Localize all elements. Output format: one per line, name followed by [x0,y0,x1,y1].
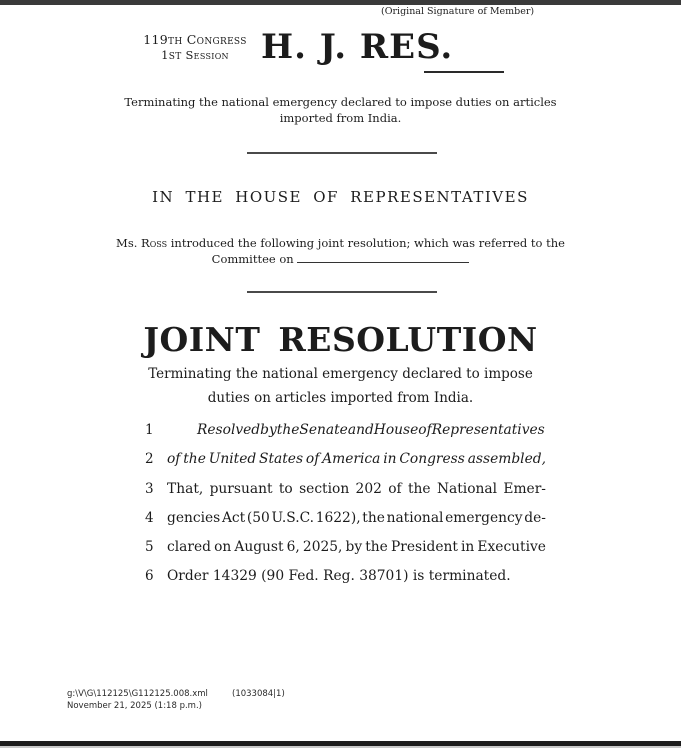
measure-title-line2: imported from India. [279,111,402,125]
bill-number-blank-line [424,71,504,73]
line-number: 1 [145,422,154,438]
introduction-line2: Committee on [110,251,571,267]
footer [67,688,467,712]
body-line [0,475,681,504]
line-text: gencies Act (50 U.S.C. 1622), the national emergency de- [167,509,546,526]
body-line [0,533,681,562]
bill-number: H. J. RES. [261,27,454,67]
measure-title [110,94,571,126]
horizontal-rule-top [247,152,437,154]
session-line: 1ST Session [161,48,229,62]
body-lines [0,416,681,592]
resolution-subtitle-line2: duties on articles imported from India. [207,390,474,406]
line-number: 4 [145,509,154,526]
body-line [0,416,681,445]
line-text: Order 14329 (90 Fed. Reg. 38701) is terminated. [167,568,511,585]
resolution-subtitle [110,362,571,410]
horizontal-rule-bottom [247,291,437,293]
line-text: That, pursuant to section 202 of the National Emer- [167,480,546,497]
measure-title-line1: Terminating the national emergency declared to impose duties on articles [124,95,557,109]
footer-line1 [67,688,467,700]
body-line [0,504,681,533]
line-text: of the United States of America in Congress assembled, [167,451,546,468]
line-text: Resolved by the Senate and House of Representatives [197,422,545,438]
signature-note: (Original Signature of Member) [381,6,535,17]
line-text: clared on August 6, 2025, by the President in Executive [167,539,546,556]
committee-blank-line [297,252,469,263]
introduction-line1: Ms. Ross introduced the following joint resolution; which was referred to the [116,236,565,250]
footer-doc-id: (1033084|1) [232,689,285,699]
line-number: 3 [145,480,154,497]
body-line [0,445,681,474]
footer-timestamp: November 21, 2025 (1:18 p.m.) [67,701,202,711]
footer-file-path: g:\V\G\112125\G112125.008.xml [67,689,208,699]
congress-line: 119TH Congress [143,32,247,47]
chamber-heading: IN THE HOUSE OF REPRESENTATIVES [152,188,529,206]
top-window-bar [0,0,681,5]
body-line [0,562,681,591]
line-number: 2 [145,451,154,468]
congress-session-block [125,33,265,64]
sponsor-name: Ross [141,236,168,250]
resolution-heading: JOINT RESOLUTION [143,320,538,359]
resolution-subtitle-line1: Terminating the national emergency declared to impose [148,366,533,382]
line-number: 5 [145,539,154,556]
introduction-block [110,235,571,267]
line-number: 6 [145,568,154,585]
